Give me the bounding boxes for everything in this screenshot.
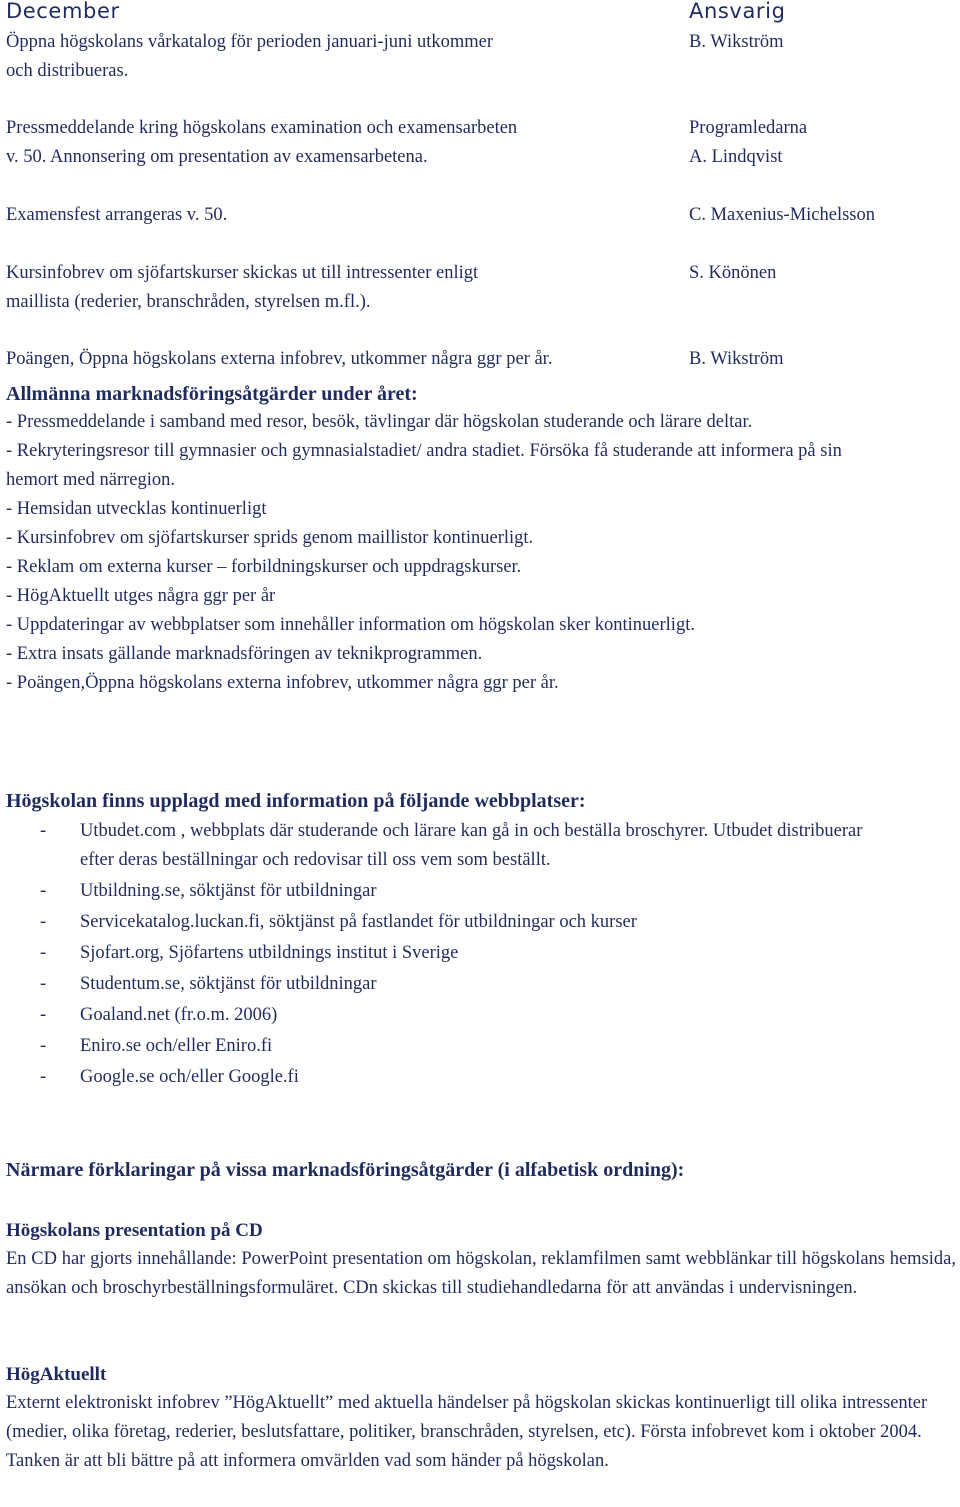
schedule-task-line: och distribueras. — [6, 61, 129, 81]
list-item: - Kursinfobrev om sjöfartskurser sprids genom maillistor kontinuerligt. — [6, 528, 534, 548]
website-entry: Servicekatalog.luckan.fi, söktjänst på fastlandet för utbildningar och kurser — [80, 912, 637, 932]
schedule-task-line: Poängen, Öppna högskolans externa infobrev, utkommer några ggr per år. — [6, 349, 553, 369]
website-entry: Utbildning.se, söktjänst för utbildningar — [80, 881, 377, 901]
websites-heading: Högskolan finns upplagd med information på följande webbplatser: — [6, 790, 586, 812]
bullet-dash: - — [40, 912, 47, 932]
list-item: - Reklam om externa kurser – forbildningskurser och uppdragskurser. — [6, 557, 522, 577]
bullet-dash: - — [40, 1036, 47, 1056]
bullet-dash: - — [40, 1005, 47, 1025]
list-item: - Uppdateringar av webbplatser som innehåller information om högskolan sker kontinuerligt. — [6, 615, 695, 635]
website-entry: Google.se och/eller Google.fi — [80, 1067, 299, 1087]
list-item: - Rekryteringsresor till gymnasier och gymnasialstadiet/ andra stadiet. Försöka få studerande att informera på sin — [6, 441, 842, 461]
schedule-task-line: Examensfest arrangeras v. 50. — [6, 205, 228, 225]
schedule-responsible: A. Lindqvist — [689, 147, 783, 167]
section-text-hogaktuellt: Externt elektroniskt infobrev ”HögAktuellt” med aktuella händelser på högskolan skickas kontinuerligt till olika intressenter (medier, olika företag, rederier, beslutsfattare, politiker, branschråden, styrelsen, etc). Första infobrevet kom i oktober 2004. Tanken är att bli bättre på att informera omvärlden vad som händer på högskolan. — [6, 1393, 928, 1471]
section-title-hogaktuellt: HögAktuellt — [6, 1364, 107, 1385]
schedule-responsible: S. Könönen — [689, 263, 777, 283]
bullet-dash: - — [40, 881, 47, 901]
responsible-heading: Ansvarig — [689, 0, 786, 23]
bullet-dash: - — [40, 1067, 47, 1087]
section-text-cd: En CD har gjorts innehållande: PowerPoint presentation om högskolan, reklamfilmen samt webblänkar till högskolans hemsida, ansökan och broschyrbeställningsformuläret. CDn skickas till studiehandledarna för att användas i undervisningen. — [6, 1249, 956, 1298]
schedule-task-line: Pressmeddelande kring högskolans examination och examensarbeten — [6, 118, 518, 138]
general-list — [6, 408, 842, 698]
list-item — [6, 1032, 956, 1061]
website-entry: Studentum.se, söktjänst för utbildningar — [80, 974, 377, 994]
list-item — [6, 1001, 956, 1030]
schedule-task-line: v. 50. Annonsering om presentation av examensarbetena. — [6, 147, 428, 167]
website-entry: Utbudet.com , webbplats där studerande och lärare kan gå in och beställa broschyrer. Utbudet distribuerar efter deras beställningar och redovisar till oss vem som beställt. — [80, 821, 863, 870]
list-item: - HögAktuellt utges några ggr per år — [6, 586, 276, 606]
list-item — [6, 1063, 956, 1092]
bullet-dash: - — [40, 943, 47, 963]
list-item: - Poängen,Öppna högskolans externa infobrev, utkommer några ggr per år. — [6, 673, 559, 693]
schedule-task-line: Kursinfobrev om sjöfartskurser skickas ut till intressenter enligt — [6, 263, 479, 283]
list-item — [6, 817, 880, 875]
list-item — [6, 970, 956, 999]
schedule-responsible: B. Wikström — [689, 32, 784, 52]
list-item — [6, 939, 956, 968]
list-item: - Extra insats gällande marknadsföringen av teknikprogrammen. — [6, 644, 483, 664]
schedule-responsible: B. Wikström — [689, 349, 784, 369]
month-heading: December — [6, 0, 120, 23]
list-item — [6, 908, 956, 937]
list-item: hemort med närregion. — [6, 470, 176, 490]
bullet-dash: - — [40, 974, 47, 994]
schedule-task-line: maillista (rederier, branschråden, styrelsen m.fl.). — [6, 292, 371, 312]
schedule-responsible: C. Maxenius-Michelsson — [689, 205, 876, 225]
list-item: - Hemsidan utvecklas kontinuerligt — [6, 499, 267, 519]
website-entry: Goaland.net (fr.o.m. 2006) — [80, 1005, 278, 1025]
websites-list — [6, 817, 956, 1094]
schedule-responsible: Programledarna — [689, 118, 808, 138]
list-item: - Pressmeddelande i samband med resor, besök, tävlingar där högskolan studerande och lärare deltar. — [6, 412, 753, 432]
details-heading: Närmare förklaringar på vissa marknadsföringsåtgärder (i alfabetisk ordning): — [6, 1159, 685, 1181]
general-heading: Allmänna marknadsföringsåtgärder under året: — [6, 383, 418, 405]
website-entry: Eniro.se och/eller Eniro.fi — [80, 1036, 273, 1056]
website-entry: Sjofart.org, Sjöfartens utbildnings institut i Sverige — [80, 943, 459, 963]
section-title-cd: Högskolans presentation på CD — [6, 1220, 263, 1241]
list-item — [6, 877, 956, 906]
schedule-task-line: Öppna högskolans vårkatalog för perioden januari-juni utkommer — [6, 32, 494, 52]
bullet-dash: - — [40, 821, 47, 841]
